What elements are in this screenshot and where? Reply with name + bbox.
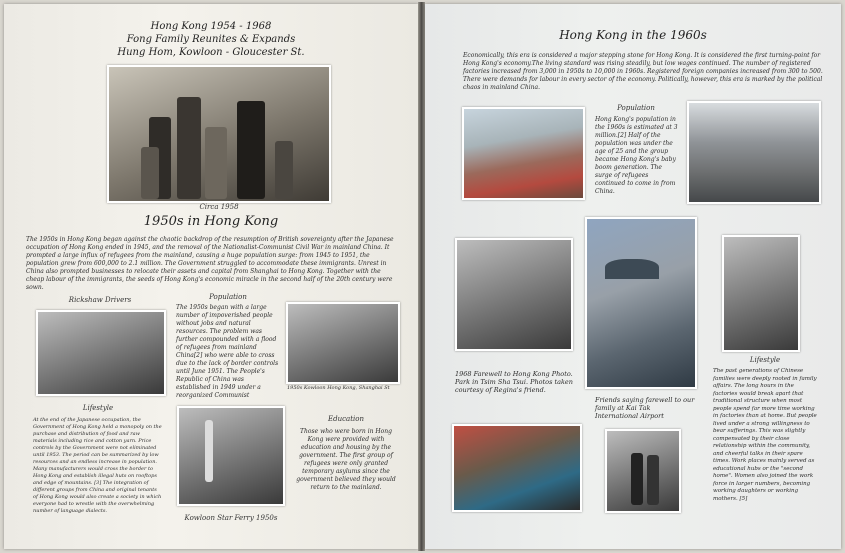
street-photo-caption: 1950s Kowloon Hong Kong, Shanghai St: [287, 385, 390, 391]
family-photo: [107, 65, 331, 203]
right-population-text: Hong Kong's population in the 1960s is estimated at 3 million.[2] Half of the population was under the age of 25 and the group became Hong Kong's baby boom generation. The surge of refugees continued to come in from China.: [595, 116, 678, 195]
education-heading: Education: [328, 415, 364, 423]
park-couple-photo: [722, 235, 800, 352]
right-population-heading: Population: [617, 104, 655, 112]
left-population-text: The 1950s began with a large number of impoverished people without jobs and natural resources. The problem was further compounded with a flood of refugees from mainland China[2] who were able to cross due to the lack of border controls until June 1951. The People's Republic of China was established in 1949 under a reorganized Communist: [176, 304, 279, 399]
right-lifestyle-text: The past generations of Chinese families were deeply rooted in family affairs. The long hours in the factories would break apart that traditional structure when most people spend far more time working in factories than at home. But people lived under a strong willingness to bear sufferings. This was slightly compensated by their close relationship within the community, and cheerful talks in their spare times. Work places mainly served as educational hubs or the "second home". Women also joined the work force in larger numbers, becoming working daughters or working mothers. [5]: [713, 368, 817, 502]
tsim-sha-tsui-park-photo: [585, 217, 697, 389]
street-photo: [286, 302, 400, 384]
street-scene-photo: [462, 107, 585, 200]
left-title-line-3: Hung Hom, Kowloon - Gloucester St.: [117, 47, 305, 58]
right-page: [425, 4, 841, 549]
airport-photo: [605, 429, 681, 513]
park-group-photo: [455, 238, 573, 351]
right-intro-text: Economically, this era is considered a major stepping stone for Hong Kong. It is considered the first turning-point for Hong Kong's economy.The living standard was rising steadily, but low wages continued. The number of registered factories increased from 3,000 in 1950s to 10,000 in 1960s. Registered foreign companies increased from 300 to 500. There were demands for labour in every sector of the economy. Politically, however, this era is marked by the political chaos in mainland China.: [463, 52, 823, 91]
right-heading: Hong Kong in the 1960s: [559, 28, 707, 42]
left-title-line-2: Fong Family Reunites & Expands: [126, 34, 296, 45]
apartment-block-photo: [687, 101, 821, 204]
airport-text: Friends saying farewell to our family at Kai Tak International Airport: [595, 396, 695, 420]
book-spine: [418, 2, 425, 551]
left-population-heading: Population: [209, 293, 247, 301]
left-lifestyle-text: At the end of the Japanese occupation, the Government of Hong Kong held a monopoly on the purchase and distribution of food and raw materials including rice and cotton yarn. Price controls by the Government were not eliminated until 1953. The period can be summarized by low resources and an endless increase in population. Many manufacturers would cross the border to Hong Kong and establish illegal huts on rooftops and edge of mountains. [3] The integration of different groups from China and original tenants of Hong Kong would also create a society in which everyone had to wrestle with the overwhelming number of language dialects.: [33, 417, 162, 514]
left-title-line-1: Hong Kong 1954 - 1968: [150, 21, 272, 32]
rickshaw-heading: Rickshaw Drivers: [68, 296, 132, 304]
education-text: Those who were born in Hong Kong were provided with education and housing by the government. The first group of refugees were only granted temporary asylums since the government believed they would return to the mainland.: [296, 428, 396, 491]
left-heading: 1950s in Hong Kong: [143, 214, 279, 229]
right-lifestyle-heading: Lifestyle: [749, 356, 781, 364]
ferry-caption: Kowloon Star Ferry 1950s: [184, 514, 278, 522]
rickshaw-photo: [36, 310, 166, 396]
ferry-photo: [177, 406, 285, 506]
farewell-text: 1968 Farewell to Hong Kong Photo. Park in Tsim Sha Tsui. Photos taken courtesy of Regina's friend.: [455, 370, 573, 394]
family-photo-caption: Circa 1958: [199, 203, 239, 211]
night-market-photo: [452, 424, 582, 512]
left-lifestyle-heading: Lifestyle: [82, 404, 114, 412]
left-page: [4, 4, 418, 549]
left-intro-text: The 1950s in Hong Kong began against the chaotic backdrop of the resumption of British sovereignty after the Japanese occupation of Hong Kong ended in 1945, and the removal of the Nationalist-Communist Civil War in mainland China. It prompted a large influx of refugees from the mainland, causing a huge population surge: from 1945 to 1951, the population grew from 600,000 to 2.1 million. The Government struggled to accommodate these immigrants. Unrest in China also prompted businesses to relocate their assets and capital from Shanghai to Hong Kong. Together with the cheap labour of the immigrants, the seeds of Hong Kong's economic miracle in the second half of the 20th century were sown.: [26, 236, 394, 291]
